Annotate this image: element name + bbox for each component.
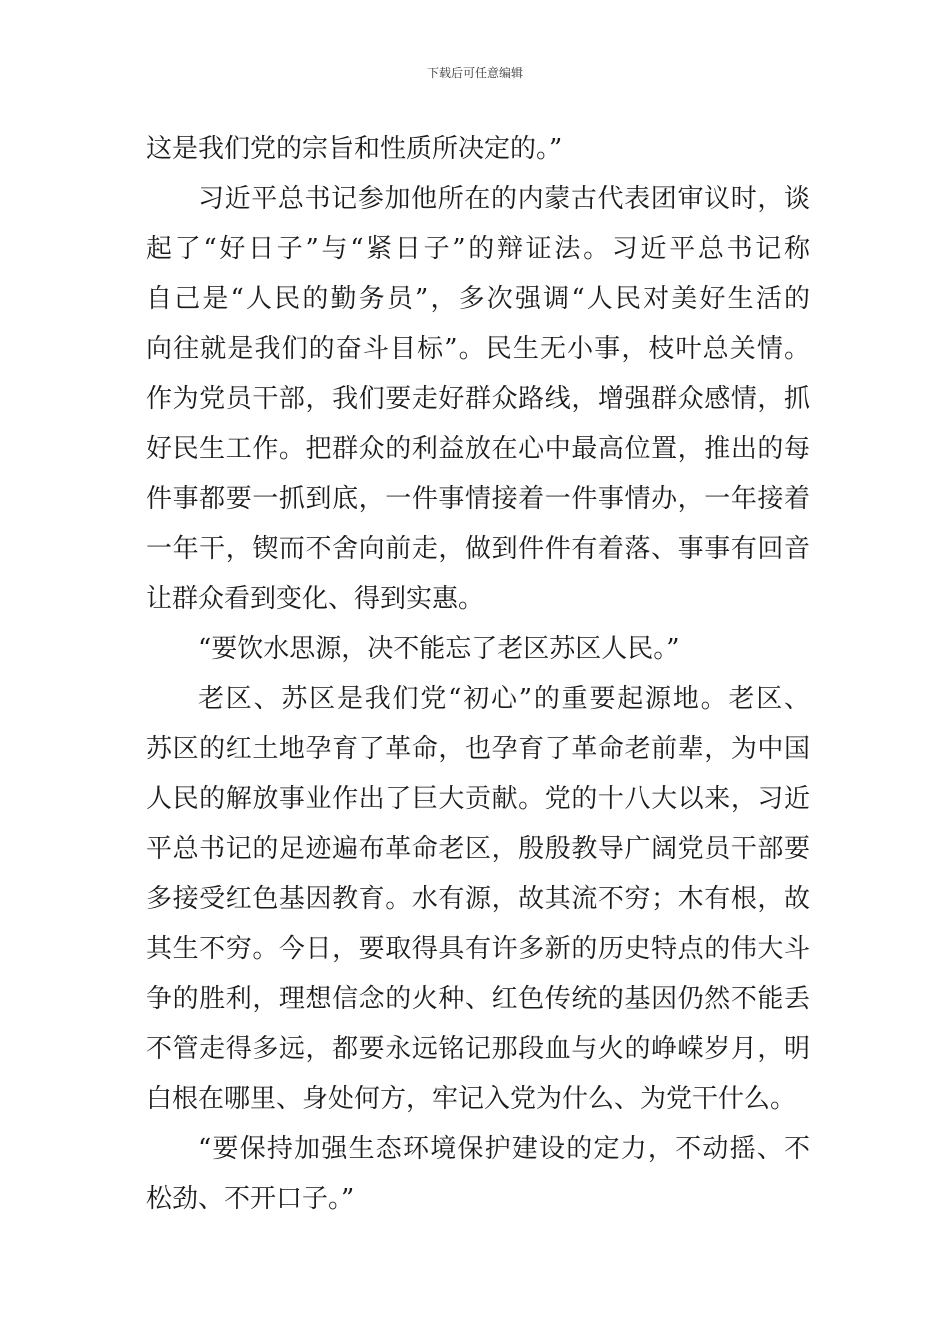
document-body <box>146 124 810 1224</box>
text-line: 其生不穷。今日，要取得具有许多新的历史特点的伟大斗 <box>146 934 810 964</box>
text-line: 争的胜利，理想信念的火种、红色传统的基因仍然不能丢 <box>146 984 810 1014</box>
text-line: 自己是“人民的勤务员”，多次强调“人民对美好生活的 <box>146 284 810 314</box>
text-line: 件事都要一抓到底，一件事情接着一件事情办，一年接着 <box>146 484 810 514</box>
text-line: 向往就是我们的奋斗目标”。民生无小事，枝叶总关情。 <box>146 334 810 364</box>
page-header-note: 下载后可任意编辑 <box>426 66 523 80</box>
text-line: 平总书记的足迹遍布革命老区，殷殷教导广阔党员干部要 <box>146 834 810 864</box>
text-line: 这是我们党的宗旨和性质所决定的。” <box>146 134 563 164</box>
text-line: 苏区的红土地孕育了革命，也孕育了革命老前辈，为中国 <box>146 734 810 764</box>
text-line: 作为党员干部，我们要走好群众路线，增强群众感情，抓 <box>146 384 810 414</box>
text-line: 人民的解放事业作出了巨大贡献。党的十八大以来，习近 <box>146 784 810 814</box>
text-line: 白根在哪里、身处何方，牢记入党为什么、为党干什么。 <box>146 1084 797 1114</box>
text-line: 老区、苏区是我们党“初心”的重要起源地。老区、 <box>198 684 810 714</box>
text-line: 习近平总书记参加他所在的内蒙古代表团审议时，谈 <box>198 184 810 214</box>
quote-line: “要保持加强生态环境保护建设的定力，不动摇、不 <box>198 1134 810 1164</box>
quote-line: 松劲、不开口子。” <box>146 1184 355 1214</box>
text-line: 让群众看到变化、得到实惠。 <box>146 584 485 614</box>
text-line: 多接受红色基因教育。水有源，故其流不穷；木有根，故 <box>146 884 810 914</box>
quote-line: “要饮水思源，决不能忘了老区苏区人民。” <box>198 634 680 664</box>
text-line: 好民生工作。把群众的利益放在心中最高位置，推出的每 <box>146 434 810 464</box>
text-line: 一年干，锲而不舍向前走，做到件件有着落、事事有回音 <box>146 534 810 564</box>
text-line: 不管走得多远，都要永远铭记那段血与火的峥嵘岁月，明 <box>146 1034 810 1064</box>
text-line: 起了“好日子”与“紧日子”的辩证法。习近平总书记称 <box>146 234 810 264</box>
